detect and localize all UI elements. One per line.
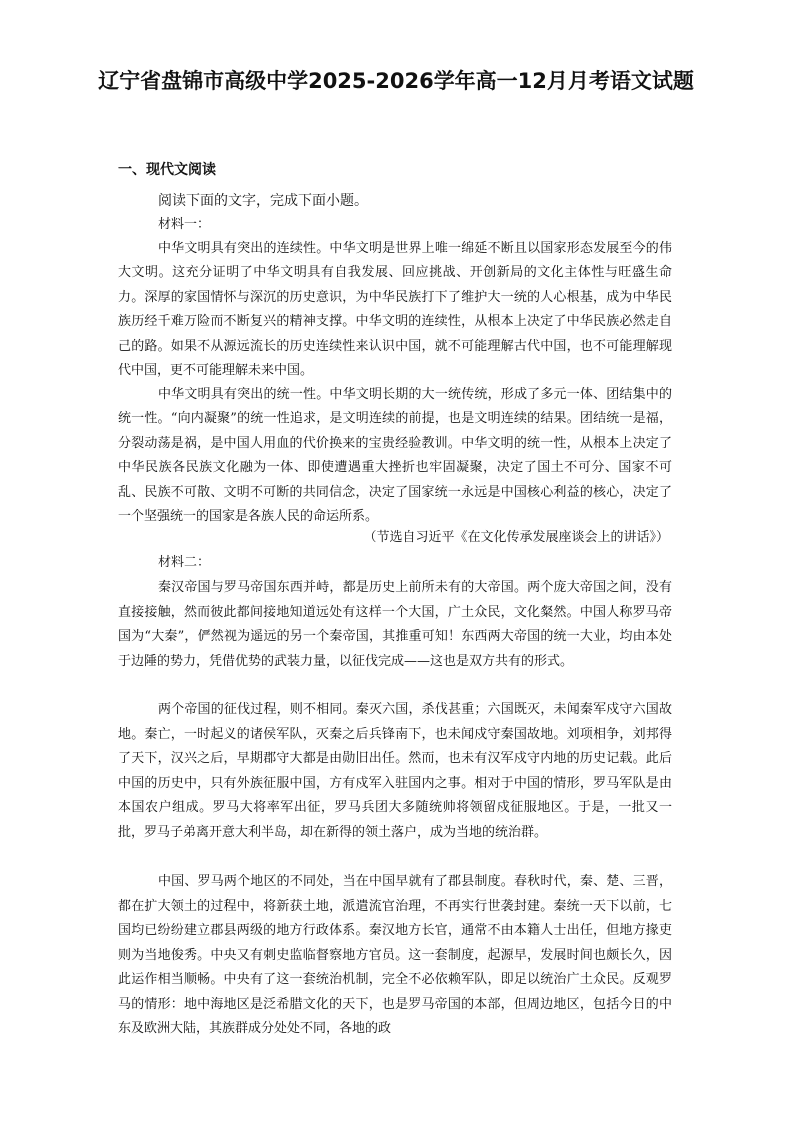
material-two-label: 材料二： xyxy=(158,555,211,570)
material-two-paragraph: 秦汉帝国与罗马帝国东西并峙，都是历史上前所未有的大帝国。两个庞大帝国之间，没有直接接触，然而彼此都间接地知道远处有这样一个大国，广土众民，文化粲然。中国人称罗马帝国为“大秦”，俨然视为遥远的另一个秦帝国，其推重可知！东西两大帝国的统一大业，均由本处于边陲的势力，凭借优势的武装力量，以征伐完成——这也是双方共有的形式。 xyxy=(118,580,672,669)
reading-instruction: 阅读下面的文字，完成下面小题。 xyxy=(158,193,368,209)
material-one-label: 材料一： xyxy=(158,217,211,232)
material-two-paragraph: 两个帝国的征伐过程，则不相同。秦灭六国，杀伐甚重；六国既灭，未闻秦军戍守六国故地。秦亡，一时起义的诸侯军队，灭秦之后兵锋南下，也未闻戍守秦国故地。刘项相争，刘邦得了天下，汉兴之后，早期郡守大都是由勋旧出任。然而，也未有汉军戍守内地的历史记载。此后中国的历史中，只有外族征服中国，方有戍军入驻国内之事。相对于中国的情形，罗马军队是由本国农户组成。罗马大将率军出征，罗马兵团大多随统帅将领留戍征服地区。于是，一批又一批，罗马子弟离开意大利半岛，却在新得的领土落户，成为当地的统治群。 xyxy=(118,702,672,840)
section-heading: 一、现代文阅读 xyxy=(118,162,216,178)
material-two-paragraph: 中国、罗马两个地区的不同处，当在中国早就有了郡县制度。春秋时代，秦、楚、三晋，都在扩大领土的过程中，将新获土地，派遣流官治理，不再实行世袭封建。秦统一天下以前，七国均已纷纷建立郡县两级的地方行政体系。秦汉地方长官，通常不由本籍人士出任，但地方掾吏则为当地俊秀。中央又有刺史监临督察地方官员。这一套制度，起源早，发展时间也颇长久，因此运作相当顺畅。中央有了这一套统治机制，完全不必依赖军队，即足以统治广土众民。反观罗马的情形：地中海地区是泛希腊文化的天下，也是罗马帝国的本部，但周边地区，包括今日的中东及欧洲大陆，其族群成分处处不同，各地的政 xyxy=(118,874,672,1036)
material-one-source: （节选自习近平《在文化传承发展座谈会上的讲话》） xyxy=(363,530,669,545)
document-title: 辽宁省盘锦市高级中学2025-2026学年高一12月月考语文试题 xyxy=(98,69,694,93)
material-one-paragraph: 中华文明具有突出的统一性。中华文明长期的大一统传统，形成了多元一体、团结集中的统一性。“向内凝聚”的统一性追求，是文明连续的前提，也是文明连续的结果。团结统一是福，分裂动荡是祸，是中国人用血的代价换来的宝贵经验教训。中华文明的统一性，从根本上决定了中华民族各民族文化融为一体、即使遭遇重大挫折也牢固凝聚，决定了国土不可分、国家不可乱、民族不可散、文明不可断的共同信念，决定了国家统一永远是中国核心利益的核心，决定了一个坚强统一的国家是各族人民的命运所系。 xyxy=(118,387,672,525)
material-one-paragraph: 中华文明具有突出的连续性。中华文明是世界上唯一绵延不断且以国家形态发展至今的伟大文明。这充分证明了中华文明具有自我发展、回应挑战、开创新局的文化主体性与旺盛生命力。深厚的家国情怀与深沉的历史意识，为中华民族打下了维护大一统的人心根基，成为中华民族历经千难万险而不断复兴的精神支撑。中华文明的连续性，从根本上决定了中华民族必然走自己的路。如果不从源远流长的历史连续性来认识中国，就不可能理解古代中国，也不可能理解现代中国，更不可能理解未来中国。 xyxy=(118,241,672,379)
